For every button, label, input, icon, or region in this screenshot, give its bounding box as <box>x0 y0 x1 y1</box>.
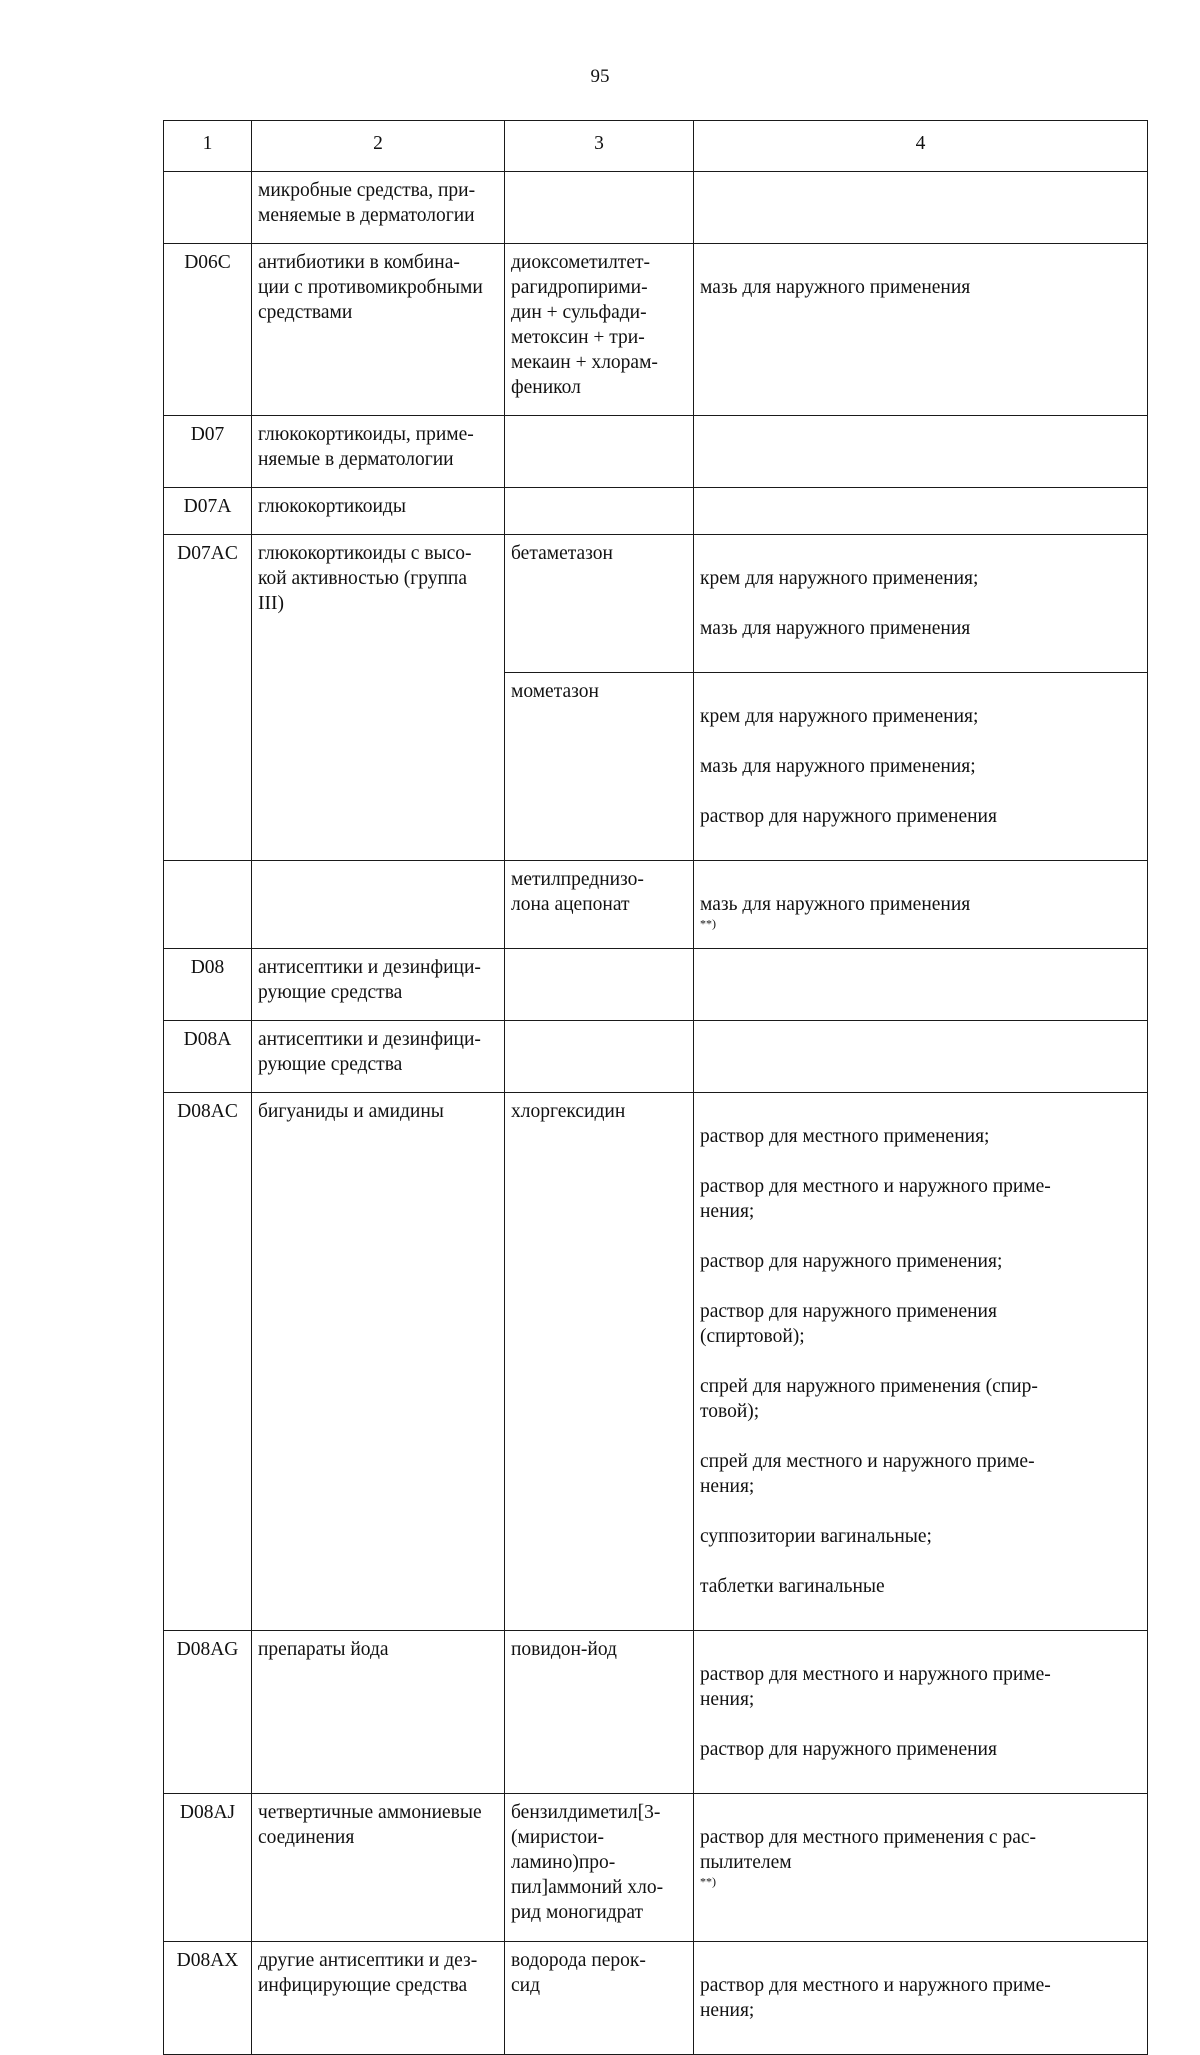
table-row <box>164 1631 1148 1794</box>
atc-code-cell: D06C <box>164 244 252 416</box>
dosage-form: спрей для наружного применения (спир- товой); <box>700 1376 1038 1422</box>
dosage-forms-cell <box>694 1631 1148 1794</box>
table-row <box>164 1794 1148 1942</box>
dosage-forms-cell <box>694 949 1148 1021</box>
table-row <box>164 535 1148 673</box>
substance-cell: бензилдиметил[3- (миристои- ламино)про- пил]аммоний хло- рид моногидрат <box>505 1794 694 1942</box>
atc-code-cell: D07AC <box>164 535 252 861</box>
group-name-cell: глюкокортикоиды, приме- няемые в дерматологии <box>252 416 505 488</box>
dosage-forms-cell <box>694 861 1148 949</box>
atc-code-cell <box>164 861 252 949</box>
dosage-forms-cell <box>694 1021 1148 1093</box>
dosage-forms-cell <box>694 1794 1148 1942</box>
table-row <box>164 861 1148 949</box>
substance-cell: водорода перок- сид <box>505 1942 694 2055</box>
dosage-form: мазь для наружного применения <box>700 277 971 298</box>
dosage-form: спрей для местного и наружного приме- нения; <box>700 1451 1035 1497</box>
group-name-cell: глюкокортикоиды <box>252 488 505 535</box>
dosage-form: раствор для местного и наружного приме- нения; <box>700 1975 1051 2021</box>
group-name-cell: глюкокортикоиды с высо- кой активностью (группа III) <box>252 535 505 861</box>
dosage-form: таблетки вагинальные <box>700 1576 885 1597</box>
substance-cell: диоксометилтет- рагидропирими- дин + сульфади- метоксин + три- мекаин + хлорам- феникол <box>505 244 694 416</box>
table-row <box>164 416 1148 488</box>
table-row <box>164 949 1148 1021</box>
dosage-forms-cell <box>694 535 1148 673</box>
dosage-form: раствор для местного и наружного приме- нения; <box>700 1664 1051 1710</box>
substance-cell <box>505 416 694 488</box>
footnote-mark: **) <box>700 916 716 931</box>
dosage-forms-cell <box>694 244 1148 416</box>
substance-cell: метилпреднизо- лона ацепонат <box>505 861 694 949</box>
atc-code-cell: D08AG <box>164 1631 252 1794</box>
dosage-form: мазь для наружного применения <box>700 618 971 639</box>
substance-cell <box>505 1021 694 1093</box>
atc-code-cell: D08A <box>164 1021 252 1093</box>
atc-code-cell: D08AX <box>164 1942 252 2055</box>
group-name-cell: антисептики и дезинфици- рующие средства <box>252 1021 505 1093</box>
substance-cell <box>505 172 694 244</box>
group-name-cell: препараты йода <box>252 1631 505 1794</box>
table-row <box>164 1093 1148 1631</box>
substance-cell: бетаметазон <box>505 535 694 673</box>
header-col-3: 3 <box>505 121 694 172</box>
page-number: 95 <box>590 66 610 87</box>
dosage-form: крем для наружного применения; <box>700 568 979 589</box>
drug-classification-table <box>163 120 1148 2055</box>
group-name-cell: бигуаниды и амидины <box>252 1093 505 1631</box>
substance-cell: мометазон <box>505 673 694 861</box>
table-header-row <box>164 121 1148 172</box>
dosage-forms-cell <box>694 488 1148 535</box>
group-name-cell: другие антисептики и дез- инфицирующие средства <box>252 1942 505 2055</box>
dosage-form: раствор для наружного применения (спиртовой); <box>700 1301 997 1347</box>
dosage-form: суппозитории вагинальные; <box>700 1526 932 1547</box>
group-name-cell: четвертичные аммониевые соединения <box>252 1794 505 1942</box>
header-col-2: 2 <box>252 121 505 172</box>
atc-code-cell <box>164 172 252 244</box>
substance-cell: хлоргексидин <box>505 1093 694 1631</box>
atc-code-cell: D08AJ <box>164 1794 252 1942</box>
dosage-forms-cell <box>694 1942 1148 2055</box>
substance-cell <box>505 488 694 535</box>
atc-code-cell: D07 <box>164 416 252 488</box>
group-name-cell: антибиотики в комбина- ции с противомикробными средствами <box>252 244 505 416</box>
dosage-forms-cell <box>694 1093 1148 1631</box>
table-row <box>164 244 1148 416</box>
atc-code-cell: D07A <box>164 488 252 535</box>
dosage-form: мазь для наружного применения <box>700 894 971 915</box>
dosage-form: мазь для наружного применения; <box>700 756 976 777</box>
dosage-forms-cell <box>694 172 1148 244</box>
header-col-1: 1 <box>164 121 252 172</box>
dosage-form: раствор для наружного применения <box>700 806 997 827</box>
dosage-form: раствор для наружного применения; <box>700 1251 1003 1272</box>
atc-code-cell: D08 <box>164 949 252 1021</box>
dosage-form: раствор для местного и наружного приме- нения; <box>700 1176 1051 1222</box>
dosage-form: раствор для наружного применения <box>700 1739 997 1760</box>
atc-code-cell: D08AC <box>164 1093 252 1631</box>
header-col-4: 4 <box>694 121 1148 172</box>
table-row <box>164 1021 1148 1093</box>
group-name-cell: микробные средства, при- меняемые в дерматологии <box>252 172 505 244</box>
group-name-cell: антисептики и дезинфици- рующие средства <box>252 949 505 1021</box>
substance-cell <box>505 949 694 1021</box>
dosage-form: раствор для местного применения; <box>700 1126 990 1147</box>
table-row <box>164 1942 1148 2055</box>
table-row <box>164 172 1148 244</box>
group-name-cell <box>252 861 505 949</box>
substance-cell: повидон-йод <box>505 1631 694 1794</box>
table-row <box>164 488 1148 535</box>
dosage-form: раствор для местного применения с рас- пылителем <box>700 1827 1037 1873</box>
dosage-form: крем для наружного применения; <box>700 706 979 727</box>
dosage-forms-cell <box>694 673 1148 861</box>
footnote-mark: **) <box>700 1874 716 1889</box>
dosage-forms-cell <box>694 416 1148 488</box>
